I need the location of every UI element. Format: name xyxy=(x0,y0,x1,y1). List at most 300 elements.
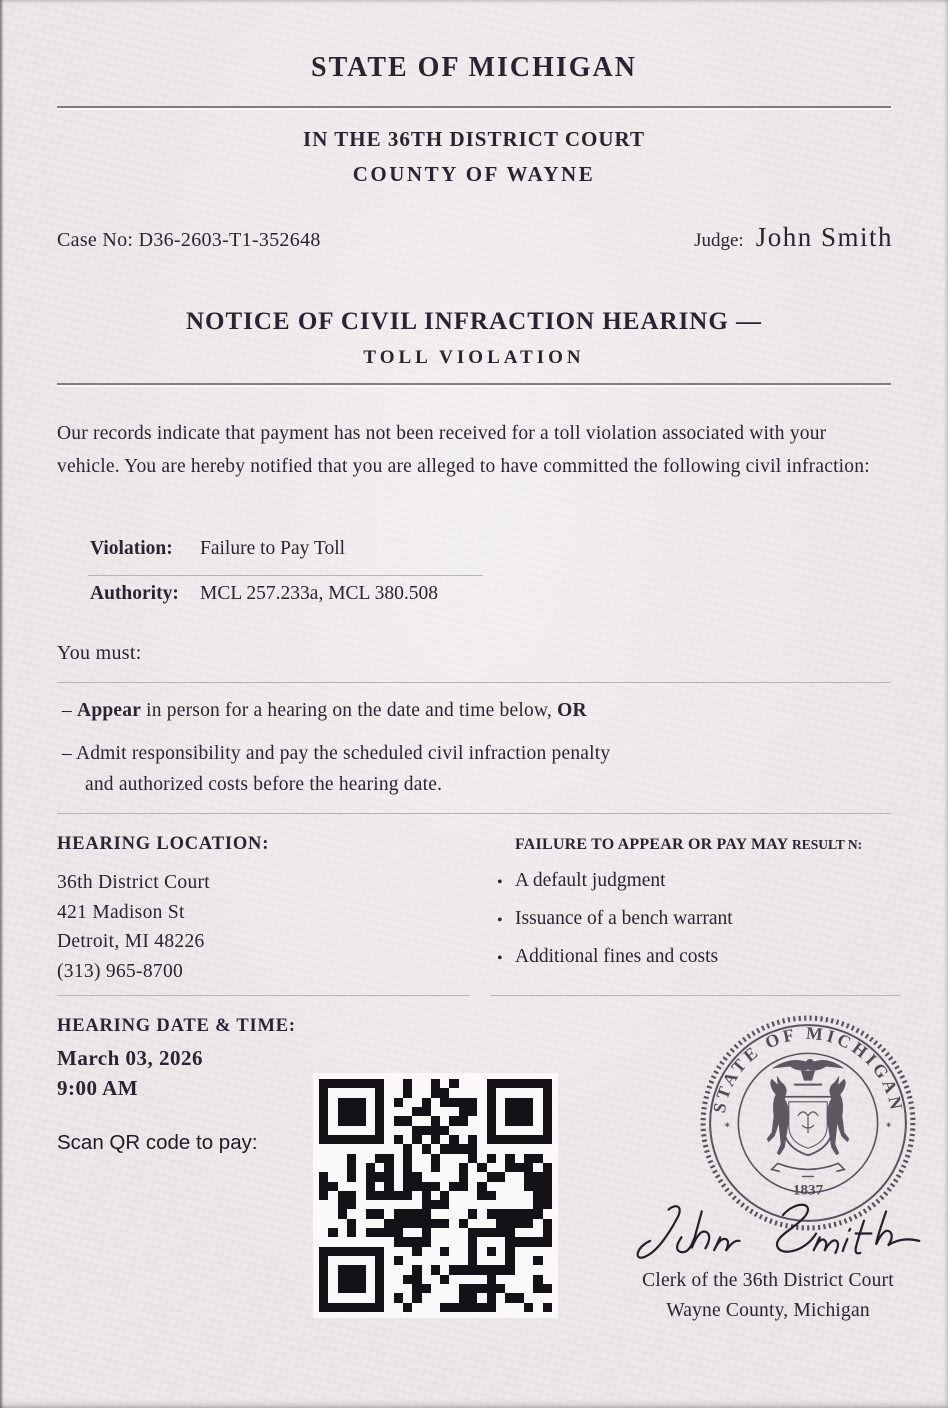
obligation-item-text: and authorized costs before the hearing date. xyxy=(85,773,443,795)
qr-module xyxy=(394,1293,403,1302)
qr-module xyxy=(384,1237,393,1246)
qr-module xyxy=(505,1116,514,1125)
qr-module xyxy=(449,1209,458,1218)
qr-module xyxy=(524,1200,533,1209)
qr-module xyxy=(394,1247,403,1256)
qr-module xyxy=(487,1191,496,1200)
qr-module xyxy=(356,1303,365,1312)
qr-module xyxy=(505,1079,514,1088)
qr-module xyxy=(338,1126,347,1135)
qr-module xyxy=(375,1247,384,1256)
qr-module xyxy=(319,1209,328,1218)
qr-module xyxy=(449,1237,458,1246)
qr-module xyxy=(319,1079,328,1088)
qr-module xyxy=(328,1135,337,1144)
qr-module xyxy=(505,1256,514,1265)
qr-module xyxy=(505,1107,514,1116)
qr-module xyxy=(412,1228,421,1237)
qr-module xyxy=(496,1135,505,1144)
failure-consequences-list xyxy=(497,870,733,984)
qr-module xyxy=(394,1191,403,1200)
qr-module xyxy=(505,1284,514,1293)
violation-label: Violation: xyxy=(90,538,173,559)
qr-module xyxy=(319,1154,328,1163)
bullet-icon: • xyxy=(497,950,503,967)
qr-module xyxy=(468,1116,477,1125)
qr-module xyxy=(384,1079,393,1088)
qr-module xyxy=(403,1182,412,1191)
qr-module xyxy=(477,1228,486,1237)
qr-module xyxy=(356,1182,365,1191)
qr-module xyxy=(449,1163,458,1172)
qr-module xyxy=(347,1163,356,1172)
qr-module xyxy=(431,1098,440,1107)
qr-module xyxy=(449,1219,458,1228)
qr-module xyxy=(505,1163,514,1172)
qr-module xyxy=(328,1098,337,1107)
qr-module xyxy=(347,1228,356,1237)
qr-module xyxy=(459,1247,468,1256)
qr-module xyxy=(496,1191,505,1200)
qr-module xyxy=(384,1200,393,1209)
qr-module xyxy=(487,1256,496,1265)
qr-module xyxy=(328,1182,337,1191)
qr-module xyxy=(347,1209,356,1218)
qr-module xyxy=(477,1303,486,1312)
qr-module xyxy=(394,1126,403,1135)
dash-glyph: – xyxy=(62,700,78,721)
qr-module xyxy=(347,1098,356,1107)
qr-module xyxy=(477,1172,486,1181)
qr-module xyxy=(366,1200,375,1209)
qr-module xyxy=(524,1219,533,1228)
qr-module xyxy=(468,1284,477,1293)
qr-module xyxy=(422,1126,431,1135)
qr-module xyxy=(468,1303,477,1312)
qr-module xyxy=(487,1284,496,1293)
qr-module xyxy=(496,1088,505,1097)
qr-module xyxy=(543,1172,552,1181)
qr-module xyxy=(477,1107,486,1116)
qr-module xyxy=(524,1172,533,1181)
qr-module xyxy=(505,1265,514,1274)
qr-module xyxy=(328,1144,337,1153)
authority-label: Authority: xyxy=(90,583,179,604)
qr-module xyxy=(403,1247,412,1256)
qr-module xyxy=(403,1172,412,1181)
qr-module xyxy=(319,1098,328,1107)
qr-module xyxy=(319,1191,328,1200)
qr-module xyxy=(440,1275,449,1284)
qr-module xyxy=(431,1275,440,1284)
qr-module xyxy=(412,1191,421,1200)
qr-module xyxy=(403,1098,412,1107)
qr-module xyxy=(347,1265,356,1274)
qr-module xyxy=(449,1303,458,1312)
qr-module xyxy=(375,1200,384,1209)
qr-module xyxy=(394,1265,403,1274)
qr-module xyxy=(533,1209,542,1218)
qr-module xyxy=(449,1265,458,1274)
qr-module xyxy=(394,1107,403,1116)
qr-module xyxy=(524,1209,533,1218)
qr-module xyxy=(356,1293,365,1302)
qr-module xyxy=(468,1200,477,1209)
qr-module xyxy=(459,1098,468,1107)
qr-module xyxy=(533,1154,542,1163)
qr-module xyxy=(468,1172,477,1181)
failure-heading xyxy=(515,836,862,854)
qr-module xyxy=(477,1247,486,1256)
qr-module xyxy=(384,1182,393,1191)
judge-line xyxy=(694,222,893,253)
qr-module xyxy=(533,1293,542,1302)
qr-module xyxy=(394,1256,403,1265)
qr-module xyxy=(356,1098,365,1107)
qr-module xyxy=(338,1154,347,1163)
qr-module xyxy=(328,1237,337,1246)
qr-module xyxy=(543,1182,552,1191)
qr-module xyxy=(477,1265,486,1274)
qr-module xyxy=(384,1275,393,1284)
qr-module xyxy=(375,1265,384,1274)
qr-module xyxy=(440,1209,449,1218)
qr-module xyxy=(431,1191,440,1200)
qr-module xyxy=(412,1154,421,1163)
qr-module xyxy=(505,1088,514,1097)
qr-module xyxy=(459,1200,468,1209)
qr-module xyxy=(394,1116,403,1125)
qr-module xyxy=(338,1088,347,1097)
qr-module xyxy=(356,1265,365,1274)
qr-module xyxy=(459,1163,468,1172)
qr-module xyxy=(403,1209,412,1218)
qr-module xyxy=(422,1154,431,1163)
qr-module xyxy=(431,1228,440,1237)
qr-module xyxy=(543,1163,552,1172)
qr-module xyxy=(412,1247,421,1256)
obligation-item-text: – Admit responsibility and pay the scheduled civil infraction penalty xyxy=(62,743,611,764)
violation-row xyxy=(90,538,570,560)
seal-eagle-icon xyxy=(772,1059,845,1085)
qr-module xyxy=(384,1098,393,1107)
qr-module xyxy=(533,1088,542,1097)
qr-module xyxy=(468,1088,477,1097)
qr-module xyxy=(543,1293,552,1302)
qr-module xyxy=(394,1088,403,1097)
qr-module xyxy=(543,1135,552,1144)
qr-module xyxy=(328,1163,337,1172)
seal-star-icon: ✶ xyxy=(723,1120,732,1131)
qr-module xyxy=(338,1303,347,1312)
qr-module xyxy=(496,1247,505,1256)
clerk-attribution xyxy=(598,1266,938,1325)
qr-module xyxy=(533,1172,542,1181)
qr-module xyxy=(533,1126,542,1135)
qr-module xyxy=(515,1228,524,1237)
qr-module xyxy=(403,1116,412,1125)
qr-module xyxy=(459,1144,468,1153)
qr-module xyxy=(384,1088,393,1097)
qr-module xyxy=(496,1237,505,1246)
qr-module xyxy=(440,1098,449,1107)
qr-module xyxy=(487,1219,496,1228)
qr-module xyxy=(328,1219,337,1228)
qr-module xyxy=(328,1303,337,1312)
qr-module xyxy=(412,1126,421,1135)
qr-module xyxy=(403,1144,412,1153)
qr-module xyxy=(347,1303,356,1312)
qr-module xyxy=(496,1126,505,1135)
failure-heading-small: RESULT N: xyxy=(791,837,863,852)
qr-module xyxy=(375,1098,384,1107)
qr-module xyxy=(319,1088,328,1097)
header-divider xyxy=(57,106,891,108)
qr-module xyxy=(524,1256,533,1265)
qr-module xyxy=(356,1275,365,1284)
qr-module xyxy=(543,1237,552,1246)
qr-module xyxy=(524,1191,533,1200)
qr-module xyxy=(356,1191,365,1200)
qr-module xyxy=(477,1154,486,1163)
qr-module xyxy=(366,1079,375,1088)
qr-module xyxy=(505,1293,514,1302)
qr-module xyxy=(496,1275,505,1284)
qr-module xyxy=(319,1219,328,1228)
qr-module xyxy=(366,1191,375,1200)
qr-module xyxy=(477,1144,486,1153)
qr-module xyxy=(477,1126,486,1135)
seal-banner xyxy=(772,1163,845,1171)
qr-module xyxy=(524,1303,533,1312)
qr-module xyxy=(328,1265,337,1274)
qr-module xyxy=(515,1126,524,1135)
qr-module xyxy=(515,1163,524,1172)
qr-module xyxy=(496,1107,505,1116)
qr-module xyxy=(366,1098,375,1107)
qr-module xyxy=(449,1116,458,1125)
qr-module xyxy=(468,1163,477,1172)
qr-module xyxy=(356,1163,365,1172)
qr-module xyxy=(422,1265,431,1274)
qr-module xyxy=(412,1265,421,1274)
qr-module xyxy=(422,1172,431,1181)
qr-module xyxy=(477,1200,486,1209)
qr-module xyxy=(449,1275,458,1284)
qr-module xyxy=(403,1219,412,1228)
qr-module xyxy=(366,1182,375,1191)
qr-module xyxy=(328,1209,337,1218)
qr-module xyxy=(524,1107,533,1116)
qr-module xyxy=(412,1209,421,1218)
qr-module xyxy=(515,1191,524,1200)
qr-module xyxy=(496,1256,505,1265)
qr-module xyxy=(338,1191,347,1200)
qr-module xyxy=(347,1135,356,1144)
qr-module xyxy=(384,1228,393,1237)
qr-module xyxy=(375,1107,384,1116)
qr-module xyxy=(449,1098,458,1107)
qr-module xyxy=(347,1237,356,1246)
qr-module xyxy=(356,1284,365,1293)
qr-module xyxy=(403,1191,412,1200)
qr-module xyxy=(543,1209,552,1218)
qr-module xyxy=(533,1200,542,1209)
qr-module xyxy=(356,1219,365,1228)
qr-module xyxy=(496,1079,505,1088)
qr-module xyxy=(459,1126,468,1135)
qr-module xyxy=(459,1265,468,1274)
case-number-label: Case No: xyxy=(57,229,134,251)
qr-module xyxy=(477,1237,486,1246)
qr-module xyxy=(403,1088,412,1097)
qr-module xyxy=(543,1126,552,1135)
qr-module xyxy=(412,1237,421,1246)
qr-module xyxy=(338,1256,347,1265)
qr-module xyxy=(487,1172,496,1181)
qr-module xyxy=(468,1079,477,1088)
intro-paragraph: Our records indicate that payment has not been received for a toll violation associated with your vehicle. You are hereby notified that you are alleged to have committed the following civil infraction: xyxy=(57,423,870,477)
court-name: IN THE 36TH DISTRICT COURT xyxy=(303,127,645,151)
list-item xyxy=(497,870,733,908)
or-emphasis: OR xyxy=(557,700,587,721)
qr-module xyxy=(412,1144,421,1153)
qr-module xyxy=(338,1228,347,1237)
qr-module xyxy=(384,1247,393,1256)
qr-module xyxy=(422,1209,431,1218)
qr-module xyxy=(543,1265,552,1274)
bullet-icon: • xyxy=(497,912,503,929)
qr-module xyxy=(449,1228,458,1237)
qr-module xyxy=(319,1200,328,1209)
qr-module xyxy=(319,1126,328,1135)
qr-module xyxy=(505,1247,514,1256)
qr-module xyxy=(422,1256,431,1265)
qr-module xyxy=(468,1144,477,1153)
qr-module xyxy=(468,1209,477,1218)
qr-module xyxy=(366,1135,375,1144)
qr-module xyxy=(487,1144,496,1153)
qr-module xyxy=(477,1209,486,1218)
qr-module xyxy=(422,1303,431,1312)
qr-module xyxy=(543,1116,552,1125)
qr-module xyxy=(375,1303,384,1312)
qr-module xyxy=(422,1191,431,1200)
qr-module xyxy=(543,1154,552,1163)
qr-module xyxy=(524,1265,533,1274)
qr-module xyxy=(384,1303,393,1312)
qr-module xyxy=(384,1256,393,1265)
qr-module xyxy=(487,1182,496,1191)
qr-module xyxy=(487,1126,496,1135)
qr-module xyxy=(431,1079,440,1088)
list-item xyxy=(497,946,733,984)
qr-module xyxy=(328,1107,337,1116)
qr-module xyxy=(449,1126,458,1135)
qr-module xyxy=(319,1116,328,1125)
qr-module xyxy=(505,1228,514,1237)
qr-module xyxy=(375,1256,384,1265)
obligation-item-appear xyxy=(62,700,587,722)
qr-module xyxy=(384,1191,393,1200)
qr-module xyxy=(347,1191,356,1200)
qr-module xyxy=(347,1247,356,1256)
qr-module xyxy=(431,1163,440,1172)
qr-module xyxy=(440,1219,449,1228)
qr-module xyxy=(384,1126,393,1135)
qr-module xyxy=(338,1098,347,1107)
qr-module xyxy=(366,1172,375,1181)
qr-module xyxy=(533,1191,542,1200)
qr-module xyxy=(319,1284,328,1293)
qr-module xyxy=(505,1219,514,1228)
qr-module xyxy=(412,1107,421,1116)
qr-module xyxy=(477,1163,486,1172)
qr-module xyxy=(384,1116,393,1125)
qr-module xyxy=(524,1247,533,1256)
qr-module xyxy=(487,1247,496,1256)
qr-module xyxy=(440,1256,449,1265)
qr-module xyxy=(431,1247,440,1256)
qr-module xyxy=(440,1079,449,1088)
qr-module xyxy=(412,1200,421,1209)
qr-module xyxy=(384,1163,393,1172)
qr-module xyxy=(515,1107,524,1116)
left-column-divider xyxy=(57,995,470,996)
qr-module xyxy=(487,1228,496,1237)
qr-module xyxy=(347,1144,356,1153)
qr-module xyxy=(449,1284,458,1293)
qr-module xyxy=(440,1088,449,1097)
qr-module xyxy=(366,1256,375,1265)
qr-module xyxy=(403,1284,412,1293)
qr-module xyxy=(515,1303,524,1312)
qr-module xyxy=(515,1265,524,1274)
hearing-location-address xyxy=(57,868,210,986)
qr-module xyxy=(319,1163,328,1172)
qr-module xyxy=(338,1219,347,1228)
qr-module xyxy=(431,1219,440,1228)
qr-module xyxy=(459,1191,468,1200)
qr-module xyxy=(319,1247,328,1256)
qr-module xyxy=(394,1275,403,1284)
qr-module xyxy=(319,1107,328,1116)
qr-module xyxy=(422,1182,431,1191)
qr-module xyxy=(394,1163,403,1172)
qr-module xyxy=(477,1275,486,1284)
qr-module xyxy=(496,1098,505,1107)
qr-module xyxy=(403,1303,412,1312)
qr-module xyxy=(422,1079,431,1088)
qr-module xyxy=(449,1191,458,1200)
qr-module xyxy=(412,1163,421,1172)
qr-module xyxy=(328,1228,337,1237)
qr-module xyxy=(505,1126,514,1135)
qr-module xyxy=(328,1191,337,1200)
qr-module xyxy=(524,1284,533,1293)
qr-module xyxy=(505,1182,514,1191)
qr-module xyxy=(468,1237,477,1246)
qr-module xyxy=(375,1284,384,1293)
qr-module xyxy=(487,1293,496,1302)
qr-module xyxy=(328,1079,337,1088)
qr-module xyxy=(347,1107,356,1116)
qr-module xyxy=(347,1154,356,1163)
qr-module xyxy=(338,1265,347,1274)
qr-module xyxy=(394,1284,403,1293)
qr-module xyxy=(431,1107,440,1116)
qr-module xyxy=(440,1116,449,1125)
